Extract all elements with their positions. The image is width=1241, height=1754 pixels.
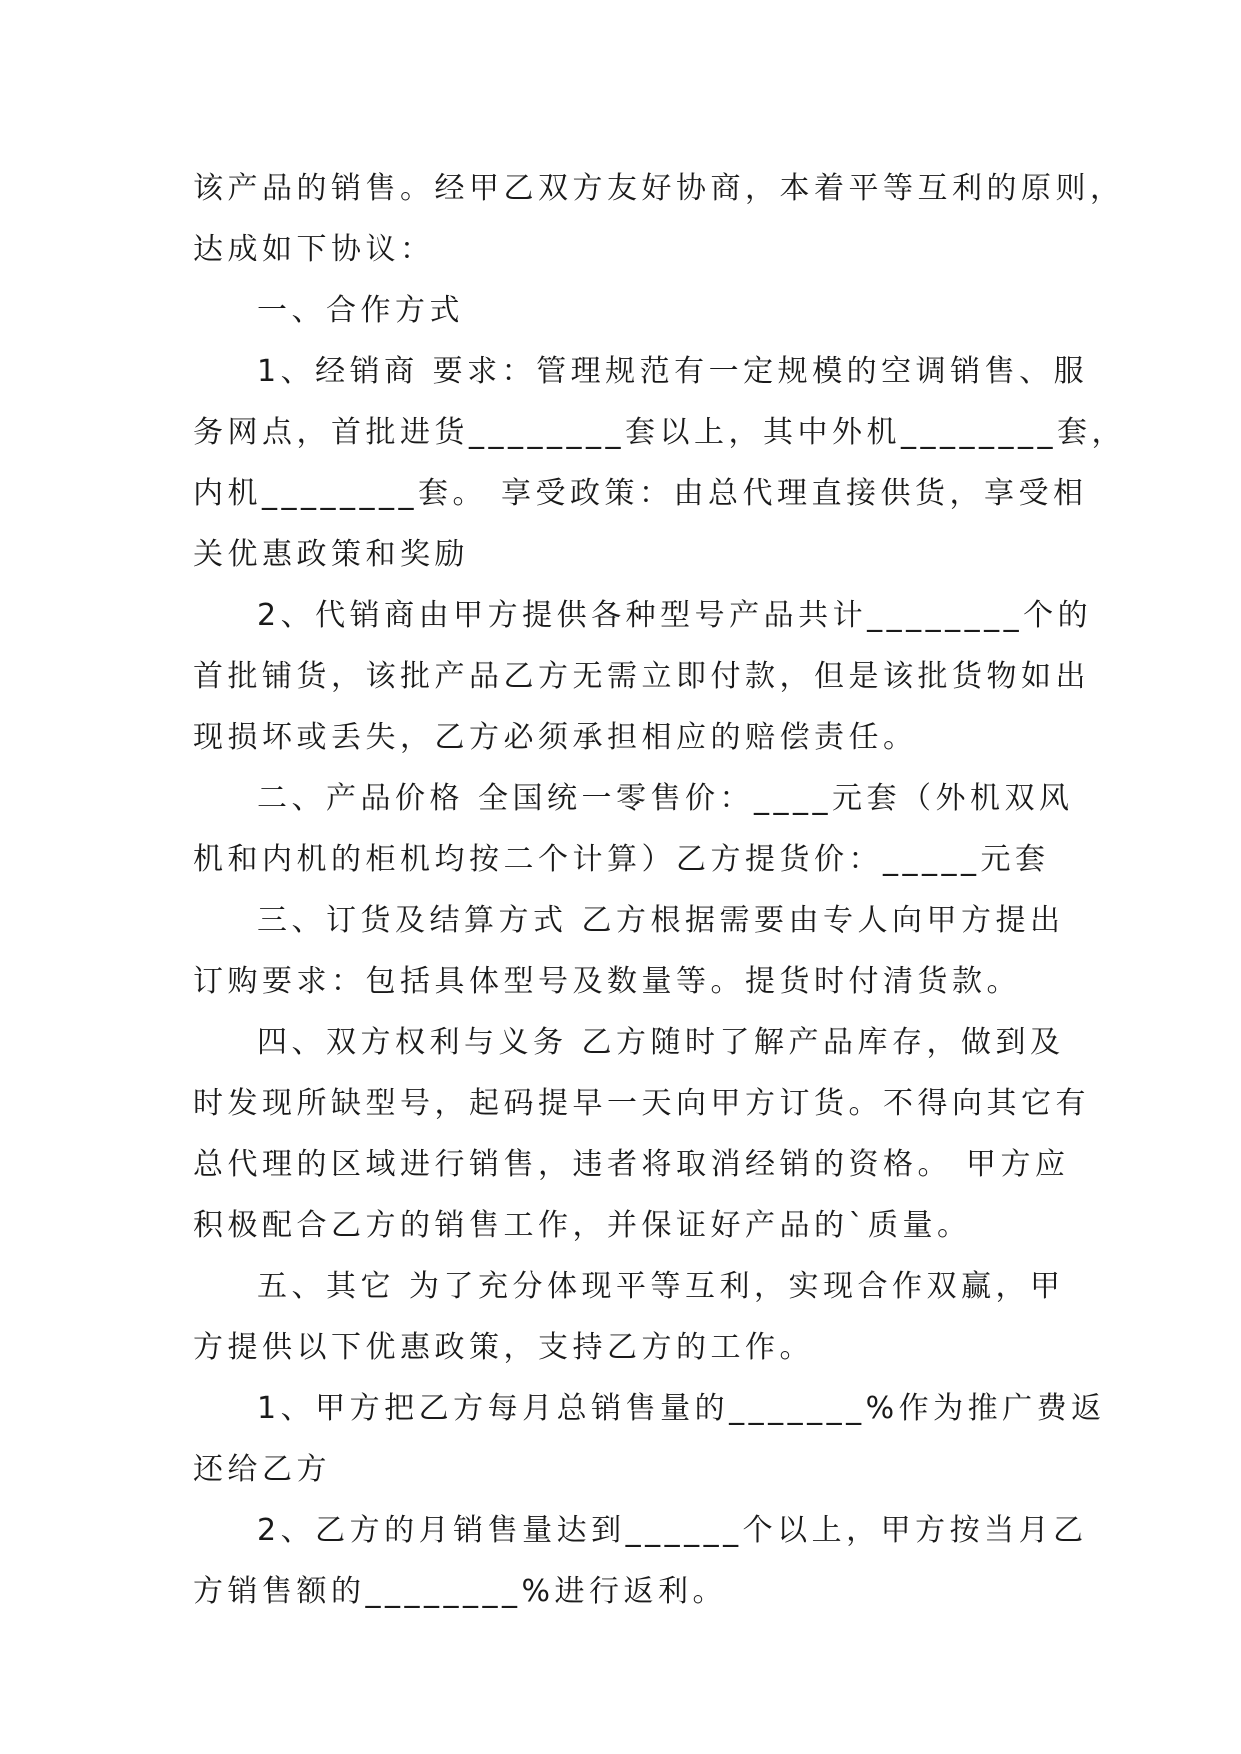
paragraph-line: 1、甲方把乙方每月总销售量的_______%作为推广费返 — [257, 1391, 1106, 1426]
paragraph-line: 四、双方权利与义务 乙方随时了解产品库存，做到及 — [257, 1025, 1065, 1060]
paragraph-line: 2、乙方的月销售量达到______个以上，甲方按当月乙 — [257, 1513, 1088, 1548]
paragraph-line: 务网点，首批进货________套以上，其中外机________套， — [193, 415, 1126, 450]
document-body — [193, 158, 1126, 1622]
paragraph-line: 方销售额的________%进行返利。 — [193, 1574, 728, 1609]
paragraph-line: 五、其它 为了充分体现平等互利，实现合作双赢，甲 — [257, 1269, 1065, 1304]
paragraph-line: 内机________套。 享受政策：由总代理直接供货，享受相 — [193, 476, 1088, 511]
paragraph-line: 三、订货及结算方式 乙方根据需要由专人向甲方提出 — [257, 903, 1065, 938]
paragraph-line: 时发现所缺型号，起码提早一天向甲方订货。不得向其它有 — [193, 1086, 1090, 1121]
paragraph-line: 总代理的区域进行销售，违者将取消经销的资格。 甲方应 — [193, 1147, 1070, 1182]
paragraph-line: 一、合作方式 — [257, 293, 464, 328]
paragraph-line: 关优惠政策和奖励 — [193, 537, 469, 572]
paragraph-line: 积极配合乙方的销售工作，并保证好产品的`质量。 — [193, 1208, 972, 1243]
paragraph-line: 首批铺货，该批产品乙方无需立即付款，但是该批货物如出 — [193, 659, 1090, 694]
paragraph-line: 现损坏或丢失，乙方必须承担相应的赔偿责任。 — [193, 720, 918, 755]
paragraph-line: 二、产品价格 全国统一零售价：____元套（外机双风 — [257, 781, 1074, 816]
paragraph-line: 订购要求：包括具体型号及数量等。提货时付清货款。 — [193, 964, 1021, 999]
paragraph-line: 机和内机的柜机均按二个计算）乙方提货价：_____元套 — [193, 842, 1050, 877]
paragraph-line: 2、代销商由甲方提供各种型号产品共计________个的 — [257, 598, 1093, 633]
paragraph-line: 达成如下协议： — [193, 232, 435, 267]
paragraph-line: 还给乙方 — [193, 1452, 331, 1487]
paragraph-line: 该产品的销售。经甲乙双方友好协商，本着平等互利的原则， — [193, 171, 1125, 206]
paragraph-line: 1、经销商 要求：管理规范有一定规模的空调销售、服 — [257, 354, 1089, 389]
paragraph-line: 方提供以下优惠政策，支持乙方的工作。 — [193, 1330, 814, 1365]
